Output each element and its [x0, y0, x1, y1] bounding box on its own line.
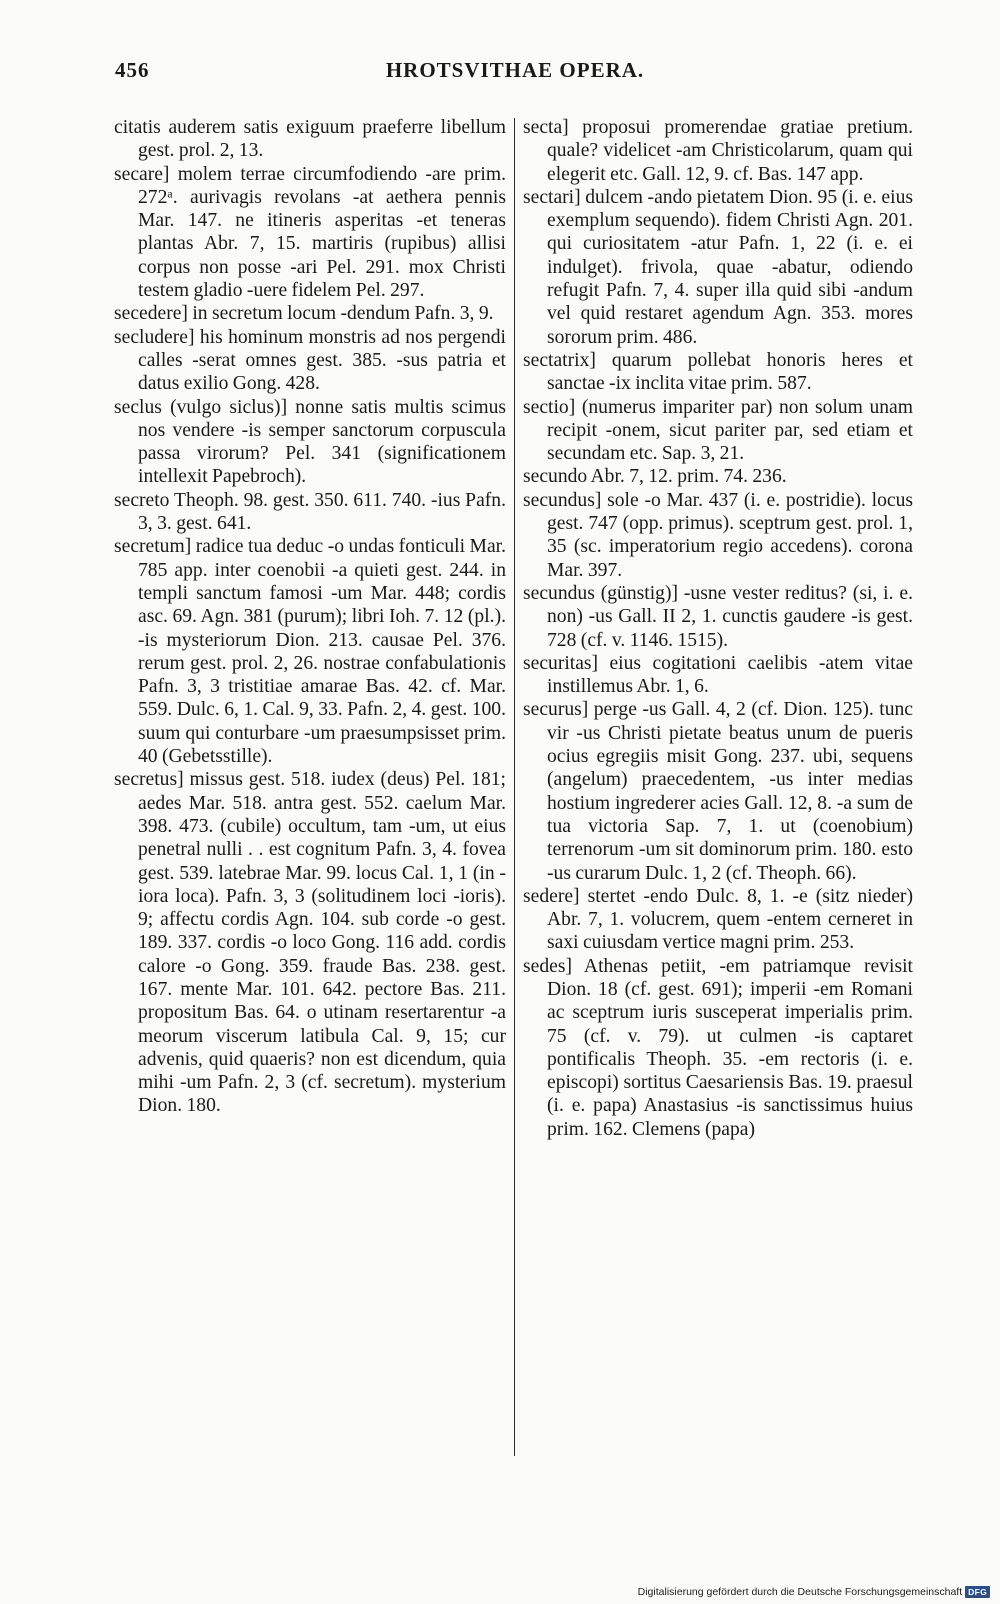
dictionary-entry: secretus] missus gest. 518. iudex (deus) Pel. 181; aedes Mar. 518. antra gest. 552. caelum Mar. 398. 473. (cubile) occultum, tam -um, ut eius penetral nulli . . est cognitum Pafn. 3, 4. fovea gest. 539. latebrae Mar. 99. locus Cal. 1, 1 (in -iora loca). Pafn. 3, 3 (solitudinem loci -ioris). 9; affectu cordis Agn. 104. sub corde -o gest. 189. 337. cordis -o loco Gong. 116 add. cordis calore -o Gong. 359. fraude Bas. 238. gest. 167. mente Mar. 101. 642. pectore Bas. 211. propositum Bas. 64. o utinam resertarentur -a meorum viscerum latibula Cal. 9, 15; cur advenis, quid quaeris? non est dicendum, quia mihi -um Pafn. 2, 3 (cf. secretum). mysterium Dion. 180.	[114, 769, 506, 1117]
dictionary-entry: sectio] (numerus impariter par) non solum unam recipit -onem, sicut pariter par, sed etiam et secundam etc. Sap. 3, 21.	[523, 396, 913, 465]
dictionary-entry: sectatrix] quarum pollebat honoris heres et sanctae -ix inclita vitae prim. 587.	[523, 349, 913, 395]
dictionary-entry: sectari] dulcem -ando pietatem Dion. 95 (i. e. eius exemplum sequendo). fidem Christi Agn. 201. qui curiositatem -atur Pafn. 1, 22 (i. e. ei indulget). frivola, quae -abatur, odiendo refugit Pafn. 7, 4. super illa quid sibi -andum vel quid restaret agendum Agn. 353. mores sororum prim. 486.	[523, 186, 913, 348]
dfg-logo: DFG	[965, 1586, 990, 1598]
dictionary-entry: seclus (vulgo siclus)] nonne satis multis scimus nos vendere -is semper sanctorum corpuscula passa virorum? Pel. 341 (significationem intellexit Papebroch).	[114, 396, 506, 488]
dictionary-entry: secare] molem terrae circumfodiendo -are prim. 272ᵃ. aurivagis revolans -at aethera pennis Mar. 147. ne itineris asperitas -et teneras plantas Abr. 7, 15. martiris (rupibus) allisi corpus non posse -ari Pel. 291. mox Christi testem gladio -uere fidelem Pel. 297.	[114, 163, 506, 302]
dictionary-entry: citatis auderem satis exiguum praeferre libellum gest. prol. 2, 13.	[114, 117, 506, 162]
dictionary-entry: secundus (günstig)] -usne vester reditus? (si, i. e. non) -us Gall. II 2, 1. cunctis gaudere -is gest. 728 (cf. v. 1146. 1515).	[523, 582, 913, 651]
dictionary-entry: secludere] his hominum monstris ad nos pergendi calles -serat omnes gest. 385. -sus patria et datus exilio Gong. 428.	[114, 326, 506, 395]
page-number: 456	[115, 58, 150, 82]
dictionary-entry: secedere] in secretum locum -dendum Pafn. 3, 9.	[114, 303, 494, 325]
dictionary-entry: secretum] radice tua deduc -o undas fonticuli Mar. 785 app. inter coenobii -a quieti gest. 244. in templi sanctum famosi -um Mar. 448; cordis asc. 69. Agn. 381 (purum); libri Ioh. 7. 12 (pl.). -is mysteriorum Dion. 213. causae Pel. 376. rerum gest. prol. 2, 26. nostrae confabulationis Pafn. 3, 3 tristitiae amarae Bas. 42. cf. Mar. 559. Dulc. 6, 1. Cal. 9, 33. Pafn. 2, 4. gest. 100. suum qui conturbare -um praesumpsisset prim. 40 (Gebetsstille).	[114, 536, 506, 768]
running-title: HROTSVITHAE OPERA.	[385, 58, 645, 82]
page-header	[115, 58, 915, 88]
digitization-credit	[638, 1586, 990, 1598]
dictionary-entry: secreto Theoph. 98. gest. 350. 611. 740. -ius Pafn. 3, 3. gest. 641.	[114, 489, 506, 535]
dictionary-entry: secta] proposui promerendae gratiae pretium. quale? videlicet -am Christicolarum, quam qui elegerit etc. Gall. 12, 9. cf. Bas. 147 app.	[523, 117, 913, 185]
left-column	[114, 116, 506, 1456]
column-divider	[514, 118, 515, 1456]
right-column	[523, 116, 913, 1456]
dictionary-entry: securitas] eius cogitationi caelibis -atem vitae instillemus Abr. 1, 6.	[523, 652, 913, 698]
dictionary-entry: sedere] stertet -endo Dulc. 8, 1. -e (sitz nieder) Abr. 7, 1. volucrem, quem -entem cerneret in saxi cuiusdam vertice magni prim. 253.	[523, 885, 913, 954]
dictionary-entry: secundus] sole -o Mar. 437 (i. e. postridie). locus gest. 747 (opp. primus). sceptrum gest. prol. 1, 35 (sc. imperatorium regio accedens). corona Mar. 397.	[523, 489, 913, 581]
dictionary-entry: secundo Abr. 7, 12. prim. 74. 236.	[523, 466, 787, 488]
credit-text: Digitalisierung gefördert durch die Deutsche Forschungsgemeinschaft	[637, 1586, 963, 1598]
dictionary-entry: securus] perge -us Gall. 4, 2 (cf. Dion. 125). tunc vir -us Christi pietate beatus unum de pueris ocius egregiis misit Gong. 237. ubi, sequens (angelum) praecedentem, -us inter medias hostium ingrederer acies Gall. 12, 8. -a sum de tua victoria Sap. 7, 1. ut (coenobium) terrenorum -um sit dominorum prim. 180. esto -us curarum Dulc. 1, 2 (cf. Theoph. 66).	[523, 699, 913, 884]
dictionary-entry: sedes] Athenas petiit, -em patriamque revisit Dion. 18 (cf. gest. 691); imperii -em Romani ac sceptrum iuris susceperat imperialis prim. 75 (cf. v. 79). ut culmen -is captaret pontificalis Theoph. 35. -em rectoris (i. e. episcopi) sortitus Caesariensis Bas. 19. praesul (i. e. papa) Anastasius -is sanctissimus huius prim. 162. Clemens (papa)	[523, 955, 913, 1140]
